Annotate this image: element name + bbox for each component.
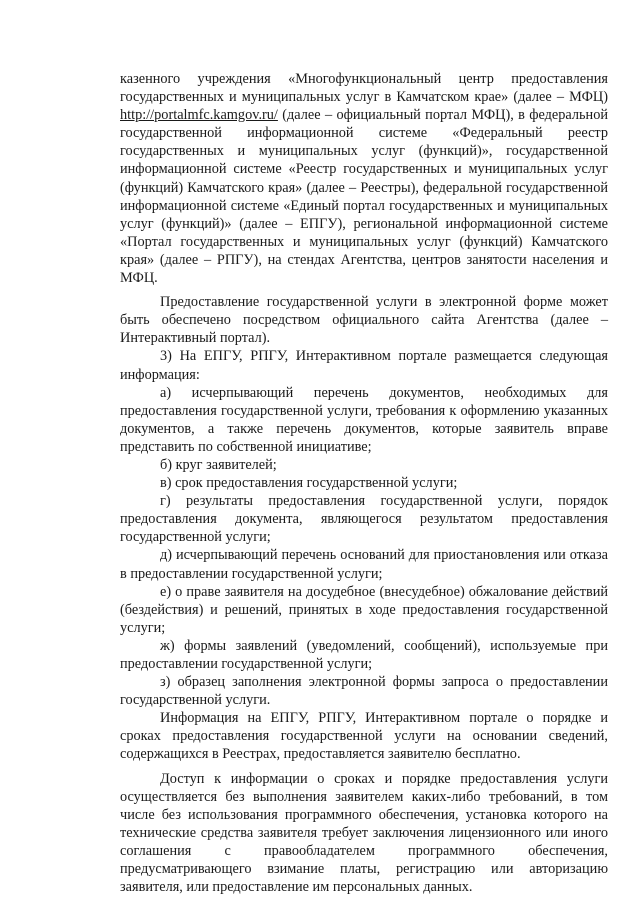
paragraph-electronic-form: Предоставление государственной услуги в электронной форме может быть обеспечено посредством официального сайта Агентства (далее – Интерактивный портал). xyxy=(120,294,608,347)
list-item-e: е) о праве заявителя на досудебное (внесудебное) обжалование действий (бездействия) и решений, принятых в ходе предоставления государственной услуги; xyxy=(120,583,608,636)
list-item-g: г) результаты предоставления государственной услуги, порядок предоставления документа, являющегося результатом предоставления государственной услуги; xyxy=(120,493,608,546)
document-body xyxy=(120,70,608,896)
list-item-z: з) образец заполнения электронной формы запроса о предоставлении государственной услуги. xyxy=(120,674,608,709)
list-item-v: в) срок предоставления государственной услуги; xyxy=(160,475,458,492)
paragraph-info-list-intro: 3) На ЕПГУ, РПГУ, Интерактивном портале размещается следующая информация: xyxy=(120,348,608,383)
list-item-b: б) круг заявителей; xyxy=(160,456,277,473)
paragraph-mfc-info-start: казенного учреждения «Многофункциональный центр предоставления государственных и муниципальных услуг в Камчатском крае» (далее – МФЦ) xyxy=(120,71,608,106)
paragraph-mfc-info-end: (далее – официальный портал МФЦ), в федеральной государственной информационной системе «Федеральный реестр государственных и муниципальных услуг (функций)», государственной информационной системе «Реестр государственных и муниципальных услуг (функций) Камчатского края» (далее – Реестры), федеральной государственной информационной системе «Единый портал государственных и муниципальных услуг (функций)» (далее – ЕПГУ), региональной информационной системе «Портал государственных и муниципальных услуг (функций) Камчатского края» (далее – РПГУ), на стендах Агентства, центров занятости населения и МФЦ. xyxy=(120,107,609,287)
paragraph-free-info: Информация на ЕПГУ, РПГУ, Интерактивном портале о порядке и сроках предоставления государственной услуги на основании сведений, содержащихся в Реестрах, предоставляется заявителю бесплатно. xyxy=(120,710,608,763)
paragraph-mfc-info xyxy=(120,70,608,287)
portal-mfc-link[interactable]: http://portalmfc.kamgov.ru/ xyxy=(120,107,278,124)
list-item-zh: ж) формы заявлений (уведомлений, сообщений), используемые при предоставлении государственной услуги; xyxy=(120,637,608,672)
paragraph-access-info: Доступ к информации о сроках и порядке предоставления услуги осуществляется без выполнения заявителем каких-либо требований, в том числе без использования программного обеспечения, установка которого на технические средства заявителя требует заключения лицензионного или иного соглашения с правообладателем программного обеспечения, предусматривающего взимание платы, регистрацию или авторизацию заявителя, или предоставление им персональных данных. xyxy=(120,770,608,896)
list-item-d: д) исчерпывающий перечень оснований для приостановления или отказа в предоставлении государственной услуги; xyxy=(120,547,608,582)
list-item-a: а) исчерпывающий перечень документов, необходимых для предоставления государственной услуги, требования к оформлению указанных документов, а также перечень документов, которые заявитель вправе представить по собственной инициативе; xyxy=(120,384,608,455)
